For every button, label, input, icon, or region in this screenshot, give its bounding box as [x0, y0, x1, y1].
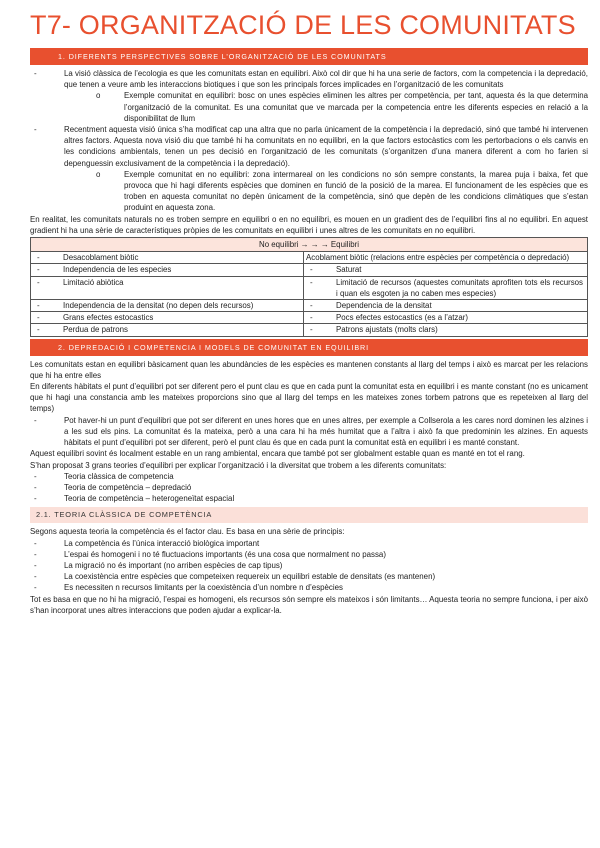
table-cell: Perdua de patrons: [63, 325, 128, 335]
table-row: - Perdua de patrons - Patrons ajustats (molts clars): [31, 324, 588, 336]
principles-list: [16, 538, 588, 594]
table-cell: Saturat: [336, 265, 362, 275]
paragraph: Segons aquesta teoria la competència és el factor clau. Es basa en una sèrie de principis:: [30, 527, 345, 537]
section-1-heading: 1. DIFERENTS PERSPECTIVES SOBRE L’ORGANITZACIÓ DE LES COMUNITATS: [30, 48, 588, 65]
table-cell: Grans efectes estocastics: [63, 313, 154, 323]
table-cell: Dependencia de la densitat: [336, 301, 432, 311]
circle-bullet: o: [96, 169, 101, 179]
list-item: - Teoria clàssica de competencia: [34, 471, 174, 481]
paragraph: Tot es basa en que no hi ha migració, l’espai es homogeni, els recursos són sempre els mateixos i són limitants… Aquesta teoria no sempre funciona, i per això s’han incorporat unes altres interaccions que poden ajudar a explicar-la.: [30, 594, 588, 615]
list-item: - Teoria de competència – depredació: [34, 482, 192, 492]
table-cell: Acoblament biòtic (relacions entre espècies per competència o depredació): [306, 253, 570, 263]
paragraph: Aquest equilibri sovint és localment estable en un rang ambiental, encara que també pot ser globalment estable quan es manté en tot el rang.: [30, 449, 525, 459]
page-title: T7- ORGANITZACIÓ DE LES COMUNITATS: [30, 10, 576, 40]
dash-bullet: -: [34, 125, 37, 135]
table-cell: Independencia de la densitat (no depen dels recursos): [63, 301, 254, 311]
table-cell: Limitació de recursos (aquestes comunitats aprofiten tots els recursos i quan els esgoten ja no caben mes especies): [336, 277, 583, 298]
table-cell: Pocs efectes estocastics (es a l’atzar): [336, 313, 468, 323]
list-item: - La coexistència entre espècies que competeixen requereix un equilibri estable de densitats (es mantenen): [34, 572, 436, 582]
section-2-1-heading: 2.1. TEORIA CLÀSSICA DE COMPETÈNCIA: [30, 507, 588, 523]
table-row: - Grans efectes estocastics - Pocs efectes estocastics (es a l’atzar): [31, 312, 588, 324]
circle-bullet: o: [96, 91, 101, 101]
table-cell: Patrons ajustats (molts clars): [336, 325, 438, 335]
paragraph: En realitat, les comunitats naturals no es troben sempre en equilibri o en no equilibri, es mouen en un gradient des de l’equilibri fins al no equilibri. En aquest gradient hi ha una sèrie de característiques pròpies de les comunitats en equilibri i unes altres de les comunitats en no equilibri.: [30, 214, 588, 235]
table-row: - Independencia de les especies - Saturat: [31, 264, 588, 276]
list-item: - Pot haver-hi un punt d’equilibri que pot ser diferent en unes hores que en unes altres, per exemple a Collserola a les cares nord dominen les alzines i a les sud els pins. La comunitat és la mateixa, però a una cara hi ha més humitat que a l’altra i això fa que predominin les alzines. En aquests hàbitats el punt d’equilibri pot ser diferent, però el punt clau és que en cada punt la comunitat està en equilibri i es manté constant.: [34, 415, 588, 448]
table-row: - Independencia de la densitat (no depen dels recursos) - Dependencia de la densitat: [31, 300, 588, 312]
table-cell: Limitació abiòtica: [63, 277, 124, 287]
table-cell: Independencia de les especies: [63, 265, 172, 275]
section-1-list: [16, 68, 588, 214]
list-item: o Exemple comunitat en equilibri: bosc on unes espècies eliminen les altres per competència, per tant, aquesta és la que determina l’organització de la comunitat. Es una comunitat que ve marcada per la competencia entre les diferents especies en relació a la disponibilitat de llum: [96, 91, 588, 123]
dash-bullet: -: [34, 69, 37, 78]
list-item: o Exemple comunitat en no equilibri: zona intermareal on les condicions no són sempre constants, la marea puja i baixa, fet que provoca que hi hagi diferents espècies que dominen en funció de la posició de la marea. El funcionament de les espècies que es troben en aquesta comunitat no depèn únicament de la competència, sinó que depèn de les condicions climàtiques que s’estan produint en aquesta zona.: [96, 169, 588, 213]
list-item: - La migració no és important (no arriben espècies de cap tipus): [34, 560, 283, 570]
theories-list: [16, 471, 588, 505]
equilibrium-table: [30, 237, 588, 337]
list-item: - L’espai és homogeni i no té fluctuacions importants (és una cosa que normalment no passa): [34, 549, 386, 559]
paragraph: En diferents hàbitats el punt d’equilibri pot ser diferent pero el punt clau es que en cada punt la comunitat esta en equilibri i es mante constant (no es unicament que hi hagi una constancia amb les mateixes proporcions sino que al llarg del temps en les mateixes zones torbem patrons que es repeteixen al llarg del temps): [30, 382, 588, 414]
paragraph: S’han proposat 3 grans teories d’equilibri per explicar l’organització i la diversitat que trobem a les diferents comunitats:: [30, 460, 447, 470]
section-2-heading: 2. DEPREDACIÓ I COMPETENCIA I MODELS DE COMUNITAT EN EQUILIBRI: [30, 339, 588, 356]
list-item: - La competència és l’única interacció biològica important: [34, 538, 260, 548]
paragraph: Les comunitats estan en equilibri bàsicament quan les abundàncies de les espècies es mantenen constants al llarg del temps i això es marcat per les relacions que hi ha entre elles: [30, 359, 588, 380]
document-page: [16, 0, 588, 616]
dash-bullet: -: [34, 415, 37, 425]
list-item: - Recentment aquesta visió única s’ha modificat cap una altra que no parla únicament de la competència i la depredació, sinó que també hi intervenen altres factors. Aquesta nova visió diu que també hi ha comunitats en no equilibri, en la que factors estocàstics com les pertorbacions o els canvis en les condicions ambientals, tenen un pes decisió en l’organització de les comunitats (s’organitzen d’una manera diferent a com ho farien si depenguessin exclusivament de la competència i la depredació). o Exemple comunitat en no equilibri: zona intermareal on les condicions no són sempre constants, la marea puja i baixa, fet que provoca que hi hagi diferents espècies que dominen en funció de la posició de la marea. El funcionament de les espècies que es troben en aquesta comunitat no depèn únicament de la competència, sinó que depèn de les condicions climàtiques que s’estan produint en aquesta zona.: [34, 125, 588, 213]
list-item: - La visió clàssica de l’ecologia es que les comunitats estan en equilibri. Això col dir que hi ha una serie de factors, com la competencia i la depredació, que tenen a veure amb les interaccions biotiques i que son les principals forces implicades en l’organització de les comunitats o Exemple comunitat en equilibri: bosc on unes espècies eliminen les altres per competència, per tant, aquesta és la que determina l’organització de la comunitat. Es una comunitat que ve marcada per la competencia entre les diferents especies en relació a la disponibilitat de llum: [34, 69, 588, 123]
list-item: - Teoria de competència – heterogeneïtat espacial: [34, 494, 235, 504]
table-row: - Desacoblament biòtic Acoblament biòtic (relacions entre espècies per competència o depredació): [31, 252, 588, 264]
table-cell: Desacoblament biòtic: [63, 253, 139, 263]
section-2-list: [16, 415, 588, 449]
list-item: - Es necessiten n recursos limitants per la coexistència d’un nombre n d’espècies: [34, 583, 343, 593]
table-header: No equilibri → → → Equilibri: [31, 238, 588, 252]
table-row: - Limitació abiòtica - Limitació de recursos (aquestes comunitats aprofiten tots els recursos i quan els esgoten ja no caben mes especies): [31, 276, 588, 299]
